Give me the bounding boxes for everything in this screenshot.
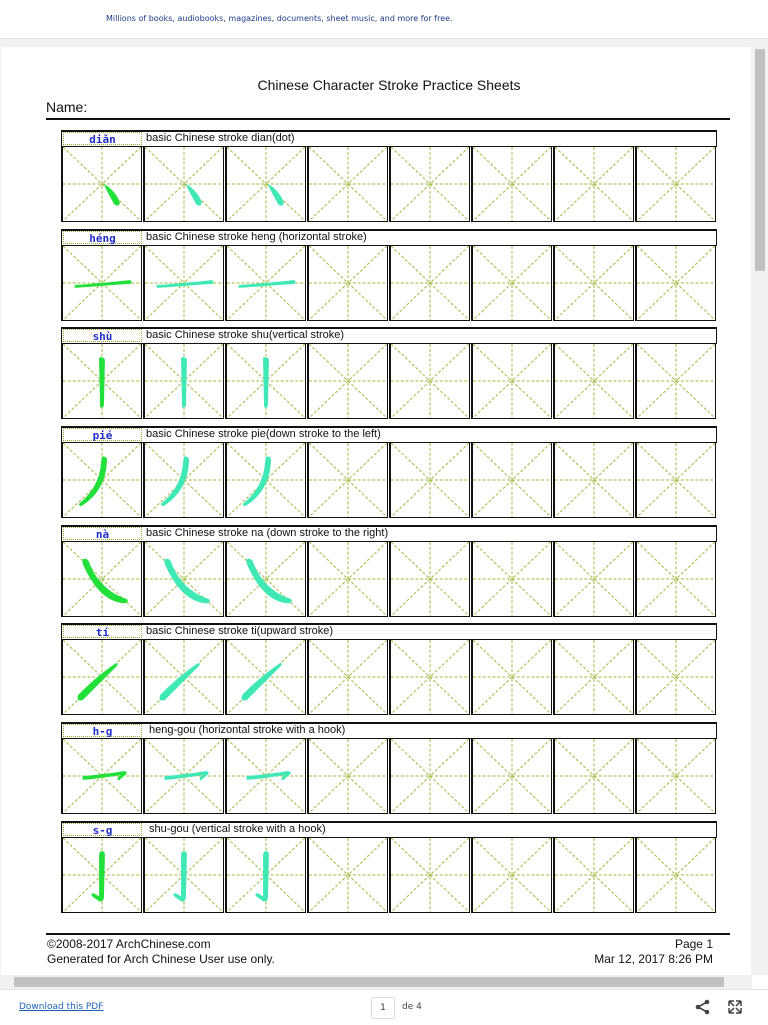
practice-cell[interactable] — [143, 146, 224, 222]
practice-cell[interactable] — [553, 837, 634, 913]
practice-cell[interactable] — [307, 146, 388, 222]
stroke-glyph — [157, 280, 214, 288]
stroke-glyph — [104, 184, 120, 206]
practice-cell[interactable] — [553, 442, 634, 518]
stroke-glyph — [268, 184, 284, 206]
practice-cell[interactable] — [389, 146, 470, 222]
row-header — [61, 130, 717, 147]
row-header — [61, 623, 717, 640]
pinyin-label: shù — [63, 329, 142, 342]
horizontal-scrollbar[interactable] — [0, 975, 752, 989]
practice-grid — [61, 837, 717, 913]
vertical-scroll-thumb[interactable] — [755, 49, 765, 271]
stroke-glyph — [165, 771, 209, 780]
stroke-description: basic Chinese stroke pie(down stroke to the left) — [146, 428, 381, 440]
pinyin-label: s-g — [63, 823, 142, 836]
pinyin-label: diǎn — [63, 132, 142, 145]
stroke-description: basic Chinese stroke ti(upward stroke) — [146, 625, 334, 637]
pinyin-label: tí — [63, 625, 142, 638]
practice-cell[interactable] — [307, 245, 388, 321]
practice-grid — [61, 442, 717, 518]
stroke-glyph — [78, 663, 118, 700]
practice-cell[interactable] — [635, 837, 716, 913]
practice-cell[interactable] — [225, 541, 306, 617]
top-banner — [0, 0, 768, 39]
practice-cell[interactable] — [389, 738, 470, 814]
practice-cell[interactable] — [225, 343, 306, 419]
practice-cell[interactable] — [225, 639, 306, 715]
download-pdf-link[interactable]: Download this PDF — [19, 1002, 104, 1012]
practice-row — [61, 130, 717, 222]
practice-grid — [61, 146, 717, 222]
practice-row — [61, 327, 717, 419]
practice-cell[interactable] — [635, 639, 716, 715]
row-header — [61, 525, 717, 542]
footer-date: Mar 12, 2017 8:26 PM — [594, 952, 713, 966]
practice-cell[interactable] — [553, 245, 634, 321]
practice-cell[interactable] — [143, 245, 224, 321]
footer-page: Page 1 — [674, 937, 713, 951]
practice-cell[interactable] — [471, 541, 552, 617]
stroke-description: basic Chinese stroke na (down stroke to the right) — [146, 527, 389, 539]
pdf-page — [1, 47, 751, 977]
practice-cell[interactable] — [61, 442, 142, 518]
practice-cell[interactable] — [635, 146, 716, 222]
stroke-glyph — [186, 184, 202, 206]
practice-cell[interactable] — [635, 343, 716, 419]
stroke-glyph — [75, 280, 132, 288]
page-number-input[interactable]: 1 — [371, 997, 395, 1019]
practice-cell[interactable] — [61, 738, 142, 814]
footer-copyright: ©2008-2017 ArchChinese.com — [47, 937, 211, 951]
practice-cell[interactable] — [307, 639, 388, 715]
practice-cell[interactable] — [471, 738, 552, 814]
stroke-description: basic Chinese stroke heng (horizontal stroke) — [146, 231, 367, 243]
practice-cell[interactable] — [471, 639, 552, 715]
vertical-scrollbar[interactable] — [752, 39, 768, 975]
practice-cell[interactable] — [61, 837, 142, 913]
practice-cell[interactable] — [143, 442, 224, 518]
practice-row — [61, 525, 717, 617]
fullscreen-icon[interactable] — [726, 998, 744, 1016]
pinyin-label: héng — [63, 231, 142, 244]
stroke-glyph — [242, 663, 282, 700]
practice-row — [61, 623, 717, 715]
footer-generated: Generated for Arch Chinese User use only. — [47, 952, 275, 966]
practice-cell[interactable] — [389, 639, 470, 715]
practice-cell[interactable] — [635, 738, 716, 814]
practice-cell[interactable] — [61, 541, 142, 617]
row-header — [61, 229, 717, 246]
practice-cell[interactable] — [471, 442, 552, 518]
practice-cell[interactable] — [389, 245, 470, 321]
row-header — [61, 426, 717, 443]
stroke-glyph — [181, 357, 187, 408]
practice-cell[interactable] — [61, 146, 142, 222]
practice-row — [61, 821, 717, 913]
stroke-glyph — [239, 280, 296, 288]
stroke-glyph — [173, 851, 186, 901]
practice-grid — [61, 245, 717, 321]
practice-cell[interactable] — [225, 442, 306, 518]
practice-cell[interactable] — [143, 639, 224, 715]
practice-cell[interactable] — [553, 343, 634, 419]
practice-cell[interactable] — [471, 245, 552, 321]
practice-cell[interactable] — [143, 738, 224, 814]
practice-grid — [61, 738, 717, 814]
name-label: Name: — [46, 99, 88, 115]
row-header — [61, 722, 717, 739]
practice-cell[interactable] — [635, 245, 716, 321]
practice-cell[interactable] — [389, 837, 470, 913]
pinyin-label: nà — [63, 527, 142, 540]
practice-cell[interactable] — [553, 639, 634, 715]
row-header — [61, 821, 717, 838]
page-title: Chinese Character Stroke Practice Sheets — [257, 77, 521, 93]
practice-cell[interactable] — [225, 738, 306, 814]
practice-cell[interactable] — [553, 738, 634, 814]
share-icon[interactable] — [694, 998, 712, 1016]
practice-cell[interactable] — [471, 343, 552, 419]
practice-cell[interactable] — [225, 146, 306, 222]
name-line — [46, 118, 730, 120]
stroke-description: basic Chinese stroke shu(vertical stroke) — [146, 329, 345, 341]
practice-cell[interactable] — [143, 343, 224, 419]
practice-cell[interactable] — [143, 541, 224, 617]
practice-cell[interactable] — [471, 837, 552, 913]
practice-cell[interactable] — [389, 343, 470, 419]
practice-cell[interactable] — [307, 343, 388, 419]
page-count: de 4 — [402, 1002, 422, 1012]
bottom-toolbar — [0, 989, 768, 1025]
practice-cell[interactable] — [143, 837, 224, 913]
practice-cell[interactable] — [307, 442, 388, 518]
practice-cell[interactable] — [225, 245, 306, 321]
practice-cell[interactable] — [389, 541, 470, 617]
horizontal-scroll-thumb[interactable] — [14, 977, 724, 987]
practice-row — [61, 426, 717, 518]
footer-rule — [46, 933, 730, 935]
pinyin-label: h-g — [63, 724, 142, 737]
stroke-description: basic Chinese stroke dian(dot) — [146, 132, 295, 144]
stroke-glyph — [83, 771, 127, 780]
pinyin-label: pié — [63, 428, 142, 441]
practice-row — [61, 229, 717, 321]
practice-grid — [61, 639, 717, 715]
practice-cell[interactable] — [635, 442, 716, 518]
stroke-glyph — [255, 851, 268, 901]
practice-cell[interactable] — [307, 837, 388, 913]
practice-cell[interactable] — [553, 146, 634, 222]
stroke-glyph — [263, 357, 269, 408]
stroke-description: shu-gou (vertical stroke with a hook) — [149, 823, 326, 835]
row-header — [61, 327, 717, 344]
practice-cell[interactable] — [389, 442, 470, 518]
practice-cell[interactable] — [553, 541, 634, 617]
practice-cell[interactable] — [635, 541, 716, 617]
practice-row — [61, 722, 717, 814]
practice-cell[interactable] — [471, 146, 552, 222]
stroke-description: heng-gou (horizontal stroke with a hook) — [149, 724, 346, 736]
practice-cell[interactable] — [225, 837, 306, 913]
practice-cell[interactable] — [307, 738, 388, 814]
practice-cell[interactable] — [307, 541, 388, 617]
practice-cell[interactable] — [61, 245, 142, 321]
practice-cell[interactable] — [61, 343, 142, 419]
promo-text[interactable]: Millions of books, audiobooks, magazines, documents, sheet music, and more for free. — [106, 14, 453, 23]
stroke-glyph — [247, 771, 291, 780]
stroke-glyph — [160, 663, 200, 700]
stroke-glyph — [91, 851, 104, 901]
stroke-glyph — [99, 357, 105, 408]
practice-grid — [61, 541, 717, 617]
practice-cell[interactable] — [61, 639, 142, 715]
practice-grid — [61, 343, 717, 419]
